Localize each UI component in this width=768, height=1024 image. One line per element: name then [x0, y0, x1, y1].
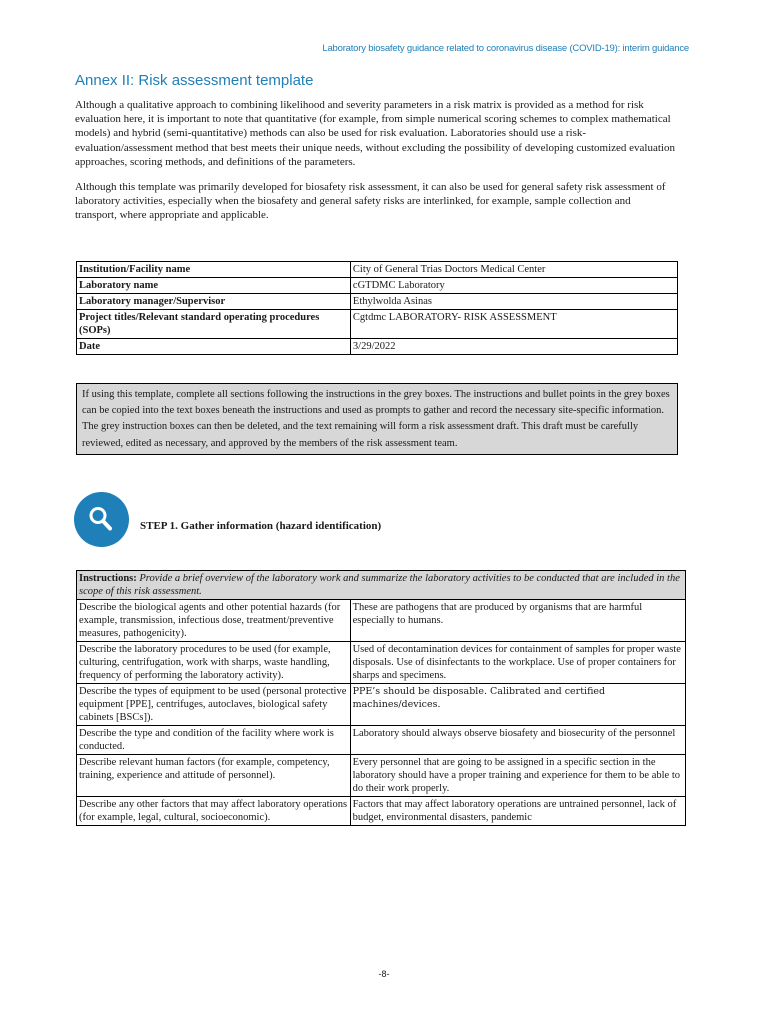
laboratory-name-value[interactable]: cGTDMC Laboratory — [350, 278, 677, 294]
step1-title: STEP 1. Gather information (hazard identification) — [140, 520, 382, 532]
other-factors-answer[interactable]: Factors that may affect laboratory operations are untrained personnel, lack of budget, environmental disasters, pandemic — [350, 797, 685, 826]
template-instructions-box: If using this template, complete all sections following the instructions in the grey boxes. The instructions and bullet points in the grey boxes can be copied into the text boxes beneath the instructions and used as prompts to gather and record the necessary site-specific information. The grey instruction boxes can then be deleted, and the text remaining will form a risk assessment draft. This draft must be carefully reviewed, edited as necessary, and approved by the members of the risk assessment team. — [76, 383, 678, 455]
biological-agents-question: Describe the biological agents and other potential hazards (for example, transmission, infectious dose, treatment/preventive measures, pathogenicity). — [77, 600, 351, 642]
biological-agents-answer[interactable]: These are pathogens that are produced by organisms that are harmful especially to humans. — [350, 600, 685, 642]
annex-title: Annex II: Risk assessment template — [75, 72, 314, 89]
facility-name-value[interactable]: City of General Trias Doctors Medical Center — [350, 262, 677, 278]
magnifier-icon — [74, 492, 129, 547]
facility-info-table — [76, 261, 678, 355]
manager-value[interactable]: Ethylwolda Asinas — [350, 294, 677, 310]
instructions-text: Provide a brief overview of the laboratory work and summarize the laboratory activities to be conducted that are included in the scope of this risk assessment. — [79, 573, 680, 597]
table-row — [77, 642, 686, 684]
table-row — [77, 755, 686, 797]
instructions-row — [77, 571, 686, 600]
facility-question: Describe the type and condition of the facility where work is conducted. — [77, 726, 351, 755]
equipment-answer[interactable]: PPE’s should be disposable. Calibrated and certified machines/devices. — [350, 684, 685, 726]
table-row — [77, 726, 686, 755]
facility-answer[interactable]: Laboratory should always observe biosafety and biosecurity of the personnel — [350, 726, 685, 755]
intro-paragraph-2: Although this template was primarily developed for biosafety risk assessment, it can also be used for general safety risk assessment of laboratory activities, especially when the biosafety and general safety risks are interlinked, for example, sample collection and transport, where appropriate and applicable. — [75, 181, 666, 222]
table-row — [77, 310, 678, 339]
table-row — [77, 600, 686, 642]
other-factors-question: Describe any other factors that may affect laboratory operations (for example, legal, cultural, socioeconomic). — [77, 797, 351, 826]
equipment-question: Describe the types of equipment to be used (personal protective equipment [PPE], centrifuges, autoclaves, biological safety cabinets [BSCs]). — [77, 684, 351, 726]
table-row — [77, 278, 678, 294]
human-factors-answer[interactable]: Every personnel that are going to be assigned in a specific section in the laboratory should have a proper training and experience for them to be able to do their work properly. — [350, 755, 685, 797]
procedures-question: Describe the laboratory procedures to be used (for example, culturing, centrifugation, work with sharps, waste handling, frequency of performing the laboratory activity). — [77, 642, 351, 684]
table-row — [77, 262, 678, 278]
intro-paragraph-1: Although a qualitative approach to combining likelihood and severity parameters in a risk matrix is provided as a method for risk evaluation here, it is important to note that quantitative (for example, from simple numerical scoring schemes to complex mathematical models) and hybrid (semi-quantitative) methods can also be used for risk evaluation. Laboratories should use a risk-evaluation/assessment method that best meets their unique needs, without excluding the possibility of developing customized evaluation approaches, scoring methods, and definitions of the parameters. — [75, 99, 675, 168]
table-row — [77, 797, 686, 826]
table-row — [77, 294, 678, 310]
human-factors-question: Describe relevant human factors (for example, competency, training, experience and attitude of personnel). — [77, 755, 351, 797]
gather-information-table — [76, 570, 686, 826]
table-row — [77, 684, 686, 726]
project-titles-label: Project titles/Relevant standard operating procedures (SOPs) — [77, 310, 351, 339]
facility-name-label: Institution/Facility name — [77, 262, 351, 278]
manager-label: Laboratory manager/Supervisor — [77, 294, 351, 310]
instructions-label: Instructions: — [79, 573, 137, 584]
running-header: Laboratory biosafety guidance related to coronavirus disease (COVID-19): interim guidance — [322, 43, 689, 54]
laboratory-name-label: Laboratory name — [77, 278, 351, 294]
procedures-answer[interactable]: Used of decontamination devices for containment of samples for proper waste disposals. Use of disinfectants to the workplace. Use of proper containers for sharps and specimens. — [350, 642, 685, 684]
date-label: Date — [77, 339, 351, 355]
table-row — [77, 339, 678, 355]
step1-instructions — [77, 571, 686, 600]
date-value[interactable]: 3/29/2022 — [350, 339, 677, 355]
project-titles-value[interactable]: Cgtdmc LABORATORY- RISK ASSESSMENT — [350, 310, 677, 339]
page-number: -8- — [378, 969, 390, 979]
